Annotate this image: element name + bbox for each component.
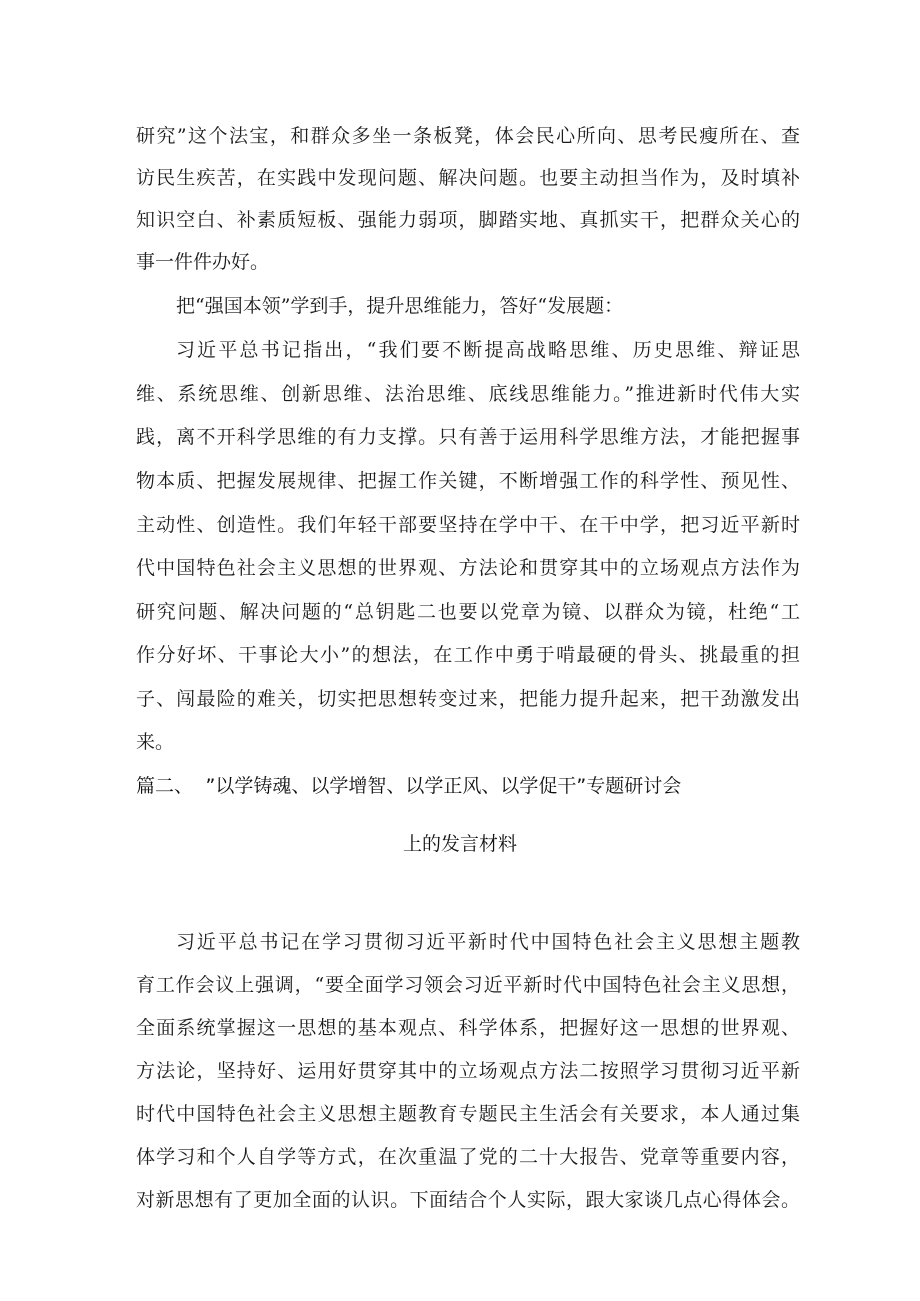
paragraph-3-line-4: 物本质、把握发展规律、把握工作关键，不断增强工作的科学性、预见性、 (136, 470, 800, 492)
paragraph-3-line-3: 践，离不开科学思维的有力支撑。只有善于运用科学思维方法，才能把握事 (136, 426, 800, 448)
paragraph-2-line-1: 把“强国本领”学到手，提升思维能力，答好“发展题： (176, 295, 624, 317)
paragraph-1-line-4: 事一件件办好。 (136, 251, 270, 273)
section-heading-title-line-2: 上的发言材料 (402, 833, 517, 855)
paragraph-1-line-2: 访民生疾苦，在实践中发现问题、解决问题。也要主动担当作为，及时填补 (136, 167, 800, 189)
section-heading (136, 774, 681, 798)
closing-paragraph-line-4: 方法论，坚持好、运用好贯穿其中的立场观点方法二按照学习贯彻习近平新 (136, 1060, 800, 1082)
paragraph-3-line-1: 习近平总书记指出，“我们要不断提高战略思维、历史思维、辩证思 (176, 339, 800, 361)
closing-paragraph-line-1: 习近平总书记在学习贯彻习近平新时代中国特色社会主义思想主题教 (176, 931, 800, 953)
paragraph-3-line-2: 维、系统思维、创新思维、法治思维、底线思维能力。”推进新时代伟大实 (136, 383, 800, 405)
closing-paragraph-line-7: 对新思想有了更加全面的认识。下面结合个人实际，跟大家谈几点心得体会。 (136, 1189, 800, 1211)
closing-paragraph-line-3: 全面系统掌握这一思想的基本观点、科学体系，把握好这一思想的世界观、 (136, 1017, 800, 1039)
paragraph-1-line-3: 知识空白、补素质短板、强能力弱项，脚踏实地、真抓实干，把群众关心的 (136, 209, 800, 231)
paragraph-3-line-10: 来。 (136, 731, 175, 753)
section-heading-label: 篇二、 (136, 775, 184, 797)
paragraph-3-line-7: 研究问题、解决问题的“总钥匙二也要以党章为镜、以群众为镜，杜绝“工 (136, 601, 800, 623)
closing-paragraph-line-6: 体学习和个人自学等方式，在次重温了党的二十大报告、党章等重要内容， (136, 1146, 800, 1168)
paragraph-3-line-9: 子、闯最险的难关，切实把思想转变过来，把能力提升起来，把干劲激发出 (136, 688, 800, 710)
closing-paragraph-line-2: 育工作会议上强调，“要全面学习领会习近平新时代中国特色社会主义思想， (136, 974, 800, 996)
paragraph-1-line-1: 研究”这个法宝，和群众多坐一条板凳，体会民心所向、思考民瘦所在、查 (136, 125, 800, 147)
section-heading-title-line-1: ”以学铸魂、以学增智、以学正风、以学促干”专题研讨会 (205, 775, 682, 797)
paragraph-3-line-8: 作分好坏、干事论大小”的想法，在工作中勇于啃最硬的骨头、挑最重的担 (136, 644, 800, 666)
closing-paragraph-line-5: 时代中国特色社会主义思想主题教育专题民主生活会有关要求，本人通过集 (136, 1103, 800, 1125)
paragraph-3-line-5: 主动性、创造性。我们年轻干部要坚持在学中干、在干中学，把习近平新时 (136, 514, 800, 536)
paragraph-3-line-6: 代中国特色社会主义思想的世界观、方法论和贯穿其中的立场观点方法作为 (136, 557, 800, 579)
